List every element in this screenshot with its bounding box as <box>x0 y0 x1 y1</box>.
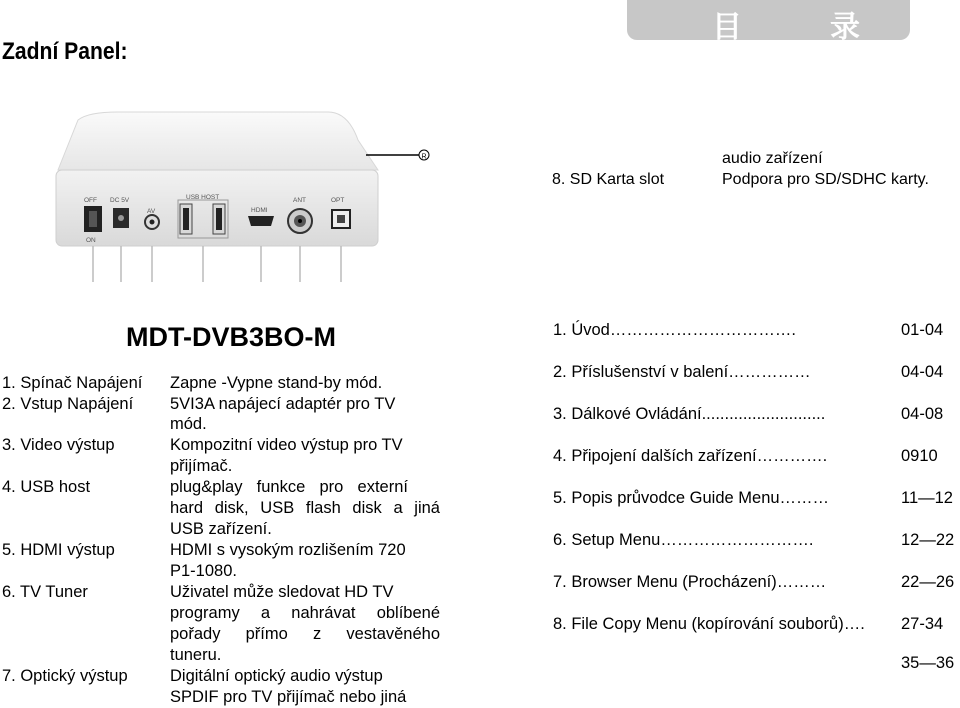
device-rear-panel-illustration <box>48 110 460 290</box>
toc-item-8-pages: 27-34 <box>901 615 944 633</box>
label-dc: DC 5V <box>110 197 130 204</box>
item-5-line-2: P1-1080. <box>170 562 237 580</box>
item-8-label: 8. SD Karta slot <box>552 171 665 188</box>
item-2-line-2: mód. <box>170 415 207 433</box>
section-title: Zadní Panel: <box>2 38 128 65</box>
item-7-line-2: SPDIF pro TV přijímač nebo jiná <box>170 688 407 706</box>
item-6-line-2: programy a nahrávat oblíbené <box>170 604 440 622</box>
toc-item-2-pages: 04-04 <box>901 363 944 381</box>
item-3-label: 3. Video výstup <box>2 436 115 454</box>
toc-item-1-label: 1. Úvod……………………………. <box>553 321 796 339</box>
toc-item-2-label: 2. Příslušenství v balení…………… <box>553 363 811 381</box>
item-3-line-2: přijímač. <box>170 457 233 475</box>
toc-item-1-pages: 01-04 <box>901 321 944 339</box>
item-6-line-1: Uživatel může sledovat HD TV <box>170 583 394 601</box>
model-title: MDT-DVB3BO-M <box>126 322 336 352</box>
item-4-line-2: hard disk, USB flash disk a jiná <box>170 499 440 517</box>
item-6-line-3: pořady přímo z vestavěného <box>170 625 440 643</box>
item-6-label: 6. TV Tuner <box>2 583 88 601</box>
item-5-label: 5. HDMI výstup <box>2 541 115 559</box>
label-off: OFF <box>84 197 97 204</box>
toc-item-5-label: 5. Popis průvodce Guide Menu……… <box>553 489 830 507</box>
item-2-line-1: 5VI3A napájecí adaptér pro TV <box>170 395 396 413</box>
header-char-2: 录 <box>830 11 860 44</box>
item-4-line-1: plug&play funkce pro externí <box>170 478 408 496</box>
toc-item-3-pages: 04-08 <box>901 405 944 423</box>
toc-item-4-pages: 0910 <box>901 447 938 465</box>
item-7-label: 7. Optický výstup <box>2 667 128 685</box>
toc-item-6-pages: 12—22 <box>901 531 955 549</box>
toc-item-6-label: 6. Setup Menu………………………. <box>553 531 814 549</box>
label-ant: ANT <box>293 197 306 204</box>
toc-item-7-pages: 22—26 <box>901 573 955 591</box>
item-2-label: 2. Vstup Napájení <box>2 395 134 413</box>
toc-item-5-pages: 11—12 <box>901 489 953 507</box>
item-4-label: 4. USB host <box>2 478 91 496</box>
toc-item-7-label: 7. Browser Menu (Procházení)……… <box>553 573 827 591</box>
label-av: AV <box>147 208 156 215</box>
item-3-line-1: Kompozitní video výstup pro TV <box>170 436 403 454</box>
registered-mark-text: R <box>421 153 427 161</box>
audio-device-text: audio zařízení <box>722 150 823 167</box>
toc-item-3-label: 3. Dálkové Ovládání........................... <box>553 405 826 423</box>
header-bar <box>627 0 910 40</box>
toc-item-4-label: 4. Připojení dalších zařízení…………. <box>553 447 828 465</box>
label-usb-host: USB HOST <box>186 194 220 201</box>
item-5-line-1: HDMI s vysokým rozlišením 720 <box>170 541 406 559</box>
label-opt: OPT <box>331 197 345 204</box>
label-on: ON <box>86 237 96 244</box>
item-4-line-3: USB zařízení. <box>170 520 272 538</box>
item-1-line-1: Zapne -Vypne stand-by mód. <box>170 374 383 392</box>
item-8-text: Podpora pro SD/SDHC karty. <box>722 171 929 188</box>
item-1-label: 1. Spínač Napájení <box>2 374 143 392</box>
item-7-line-1: Digitální optický audio výstup <box>170 667 383 685</box>
toc-item-9-pages: 35—36 <box>901 654 955 672</box>
header-char-1: 目 <box>712 11 742 44</box>
item-6-line-4: tuneru. <box>170 646 222 664</box>
label-hdmi: HDMI <box>251 207 268 214</box>
toc-item-8-label: 8. File Copy Menu (kopírování souborů)…. <box>553 615 865 633</box>
